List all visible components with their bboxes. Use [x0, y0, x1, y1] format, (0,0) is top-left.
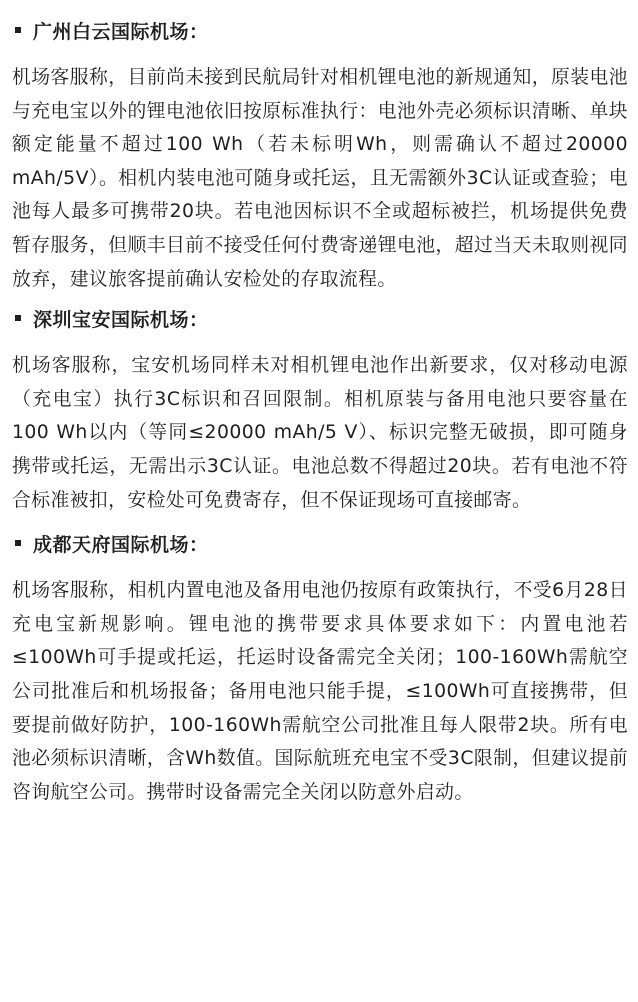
section-chengdu-tianfu [12, 525, 628, 809]
square-bullet-icon [15, 540, 21, 546]
section-paragraph: 机场客服称，宝安机场同样未对相机锂电池作出新要求，仅对移动电源（充电宝）执行3C标识和召回限制。相机原装与备用电池只要容量在100 Wh以内（等同≤20000 mAh/5 V）、标识完整无破损，即可随身携带或托运，无需出示3C认证。电池总数不得超过20块。若有电池不符合标准被扣，安检处可免费寄存，但不保证现场可直接邮寄。 [12, 355, 628, 511]
section-title: 深圳宝安国际机场： [33, 308, 209, 331]
section-heading [12, 525, 628, 561]
section-heading [12, 300, 628, 336]
section-guangzhou-baiyun [12, 12, 628, 300]
section-title: 成都天府国际机场： [33, 533, 209, 556]
section-shenzhen-baoan [12, 300, 628, 525]
square-bullet-icon [15, 27, 21, 33]
section-heading [12, 12, 628, 48]
section-paragraph: 机场客服称，相机内置电池及备用电池仍按原有政策执行，不受6月28日充电宝新规影响。锂电池的携带要求具体要求如下：内置电池若≤100Wh可手提或托运，托运时设备需完全关闭；100-160Wh需航空公司批准后和机场报备；备用电池只能手提，≤100Wh可直接携带，但要提前做好防护，100-160Wh需航空公司批准且每人限带2块。所有电池必须标识清晰，含Wh数值。国际航班充电宝不受3C限制，但建议提前咨询航空公司。携带时设备需完全关闭以防意外启动。 [12, 580, 628, 803]
square-bullet-icon [15, 315, 21, 321]
section-title: 广州白云国际机场： [33, 20, 209, 43]
section-paragraph: 机场客服称，目前尚未接到民航局针对相机锂电池的新规通知，原装电池与充电宝以外的锂电池依旧按原标准执行：电池外壳必须标识清晰、单块额定能量不超过100 Wh（若未标明Wh，则需确认不超过20000 mAh/5V）。相机内装电池可随身或托运，且无需额外3C认证或查验；电池每人最多可携带20块。若电池因标识不全或超标被拦，机场提供免费暂存服务，但顺丰目前不接受任何付费寄递锂电池，超过当天未取则视同放弃，建议旅客提前确认安检处的存取流程。 [12, 67, 628, 290]
